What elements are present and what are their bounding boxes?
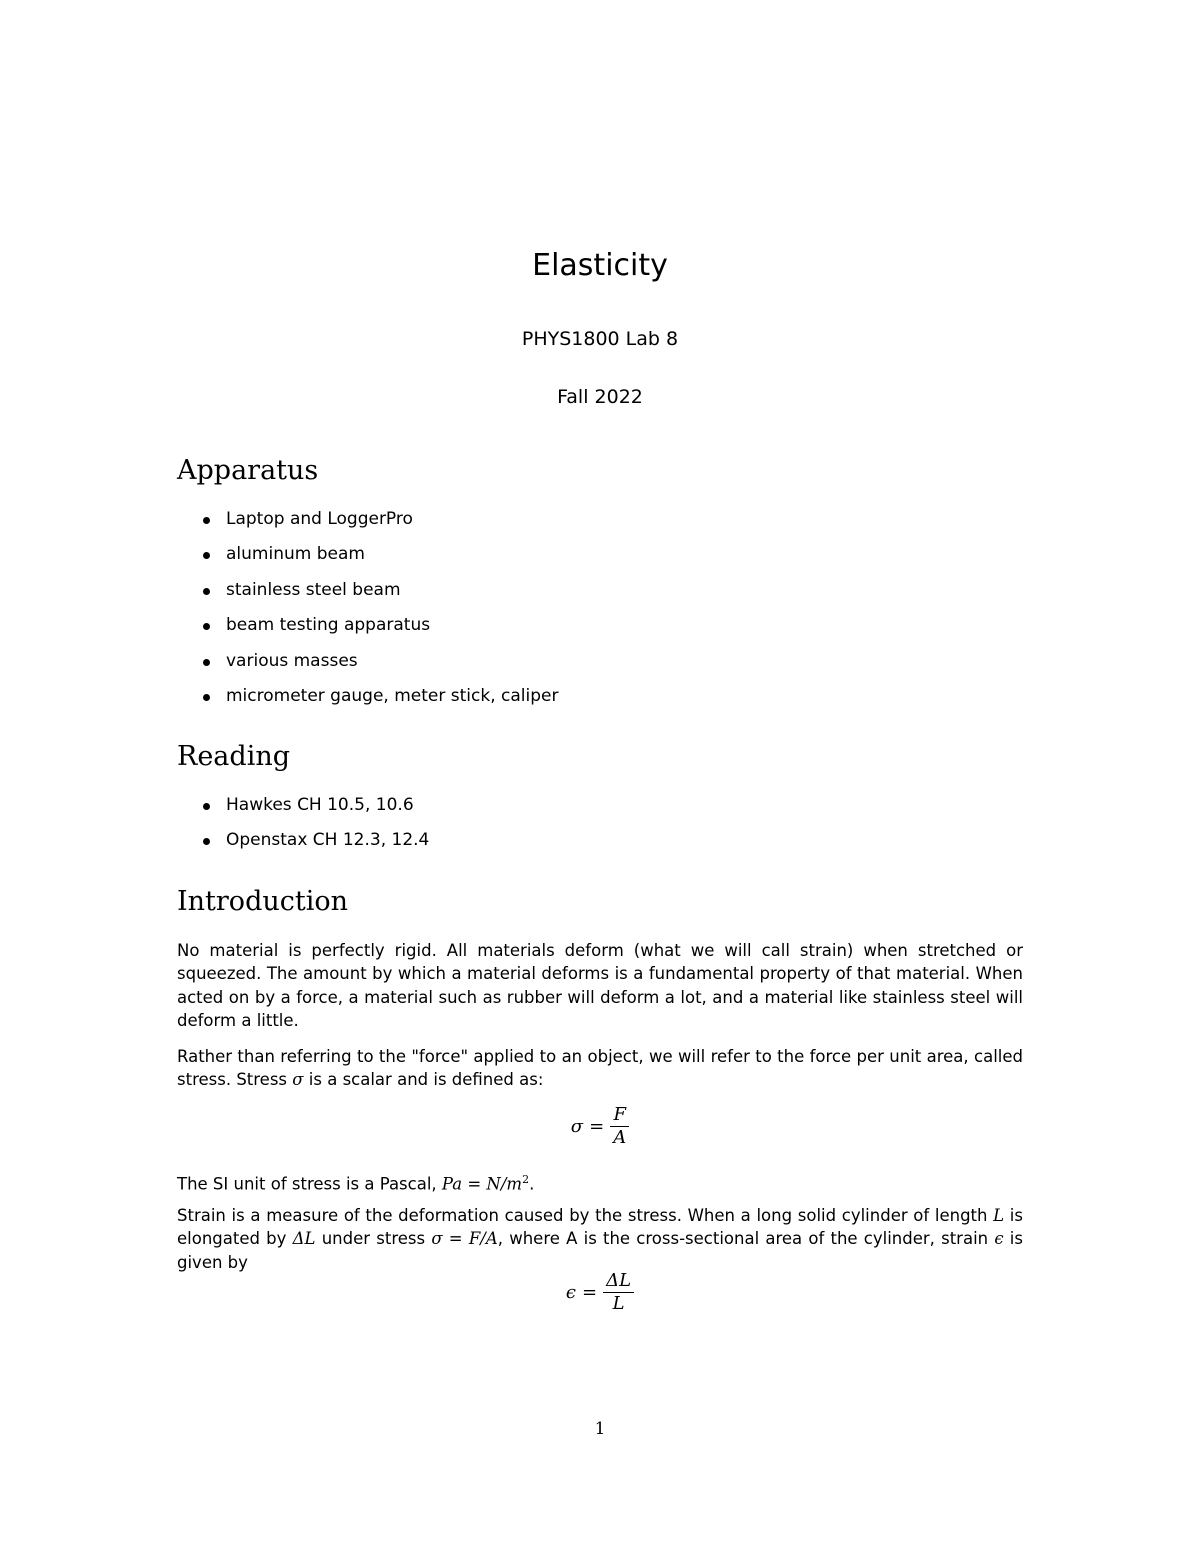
- equation-equals: =: [589, 1116, 605, 1138]
- list-item: [200, 788, 429, 823]
- stress-expression: σ = F/A: [431, 1229, 498, 1249]
- reading-heading: Reading: [177, 741, 290, 772]
- list-item-text: beam testing apparatus: [226, 615, 431, 636]
- text-run: is a scalar and is defined as:: [303, 1070, 544, 1090]
- intro-paragraph-1: No material is perfectly rigid. All materials deform (what we will call strain) when stretched or squeezed. The amount by which a material deforms is a fundamental property of that material. When acted on by a force, a material such as rubber will deform a lot, and a material like stainless steel will deform a little.: [177, 941, 1023, 1031]
- fraction-numerator: ΔL: [606, 1270, 632, 1291]
- apparatus-heading: Apparatus: [177, 455, 319, 486]
- fraction-denominator: A: [613, 1127, 627, 1149]
- text-run: The SI unit of stress is a Pascal,: [177, 1174, 442, 1194]
- course-label: PHYS1800 Lab 8: [521, 328, 679, 350]
- fraction-numerator: F: [613, 1104, 626, 1125]
- equation-fraction: [610, 1104, 629, 1149]
- strain-equation: [0, 1270, 1200, 1315]
- bullet-icon: [203, 517, 210, 524]
- document-title: Elasticity: [532, 248, 668, 283]
- list-item-text: micrometer gauge, meter stick, caliper: [226, 686, 559, 707]
- text-run: , where A is the cross-sectional area of the cylinder, strain: [497, 1229, 995, 1249]
- list-item: [200, 502, 558, 537]
- bullet-icon: [203, 659, 210, 666]
- text-run: Rather than referring to the "force" applied to an object, we will refer to the force per unit area, called stress. Stress: [177, 1047, 1023, 1090]
- intro-paragraph-2: [177, 1045, 1023, 1092]
- delta-length-symbol: ΔL: [292, 1229, 316, 1249]
- introduction-heading: Introduction: [177, 886, 348, 917]
- list-item-text: Hawkes CH 10.5, 10.6: [226, 795, 414, 815]
- text-run: is elongated by: [177, 1206, 1023, 1249]
- list-item-text: various masses: [226, 650, 358, 671]
- text-run: under stress: [315, 1229, 432, 1249]
- list-item: [200, 537, 558, 572]
- bullet-icon: [203, 803, 210, 810]
- list-item-text: aluminum beam: [226, 544, 365, 565]
- bullet-icon: [203, 588, 210, 595]
- text-run: Strain is a measure of the deformation caused by the stress. When a long solid cylinder of length: [177, 1206, 994, 1225]
- epsilon-symbol: ϵ: [994, 1229, 1004, 1249]
- equation-fraction: [603, 1270, 634, 1315]
- text-run: .: [529, 1174, 535, 1194]
- list-item-text: stainless steel beam: [226, 579, 401, 600]
- bullet-icon: [203, 623, 210, 630]
- list-item: [200, 823, 429, 858]
- page-number: 1: [594, 1419, 606, 1439]
- pascal-unit: Pa = N/m: [441, 1174, 523, 1194]
- length-symbol: L: [993, 1206, 1005, 1225]
- list-item-text: Openstax CH 12.3, 12.4: [226, 830, 430, 851]
- list-item: [200, 608, 558, 643]
- text-run: is given by: [177, 1229, 1023, 1272]
- bullet-icon: [203, 552, 210, 559]
- intro-paragraph-4: [177, 1204, 1023, 1274]
- term-label: Fall 2022: [557, 386, 643, 408]
- list-item: [200, 679, 558, 714]
- list-item: [200, 644, 558, 679]
- stress-equation: [0, 1104, 1200, 1149]
- bullet-icon: [203, 694, 210, 701]
- equation-lhs: ϵ: [565, 1282, 577, 1304]
- fraction-denominator: L: [612, 1293, 625, 1315]
- superscript: 2: [522, 1173, 530, 1186]
- intro-paragraph-3: [177, 1168, 1023, 1196]
- sigma-symbol: σ: [292, 1070, 304, 1090]
- apparatus-list: [200, 502, 558, 714]
- reading-list: [200, 788, 429, 859]
- equation-lhs: σ: [570, 1116, 584, 1138]
- list-item-text: Laptop and LoggerPro: [226, 509, 413, 529]
- equation-equals: =: [582, 1282, 598, 1304]
- bullet-icon: [203, 838, 210, 845]
- list-item: [200, 573, 558, 608]
